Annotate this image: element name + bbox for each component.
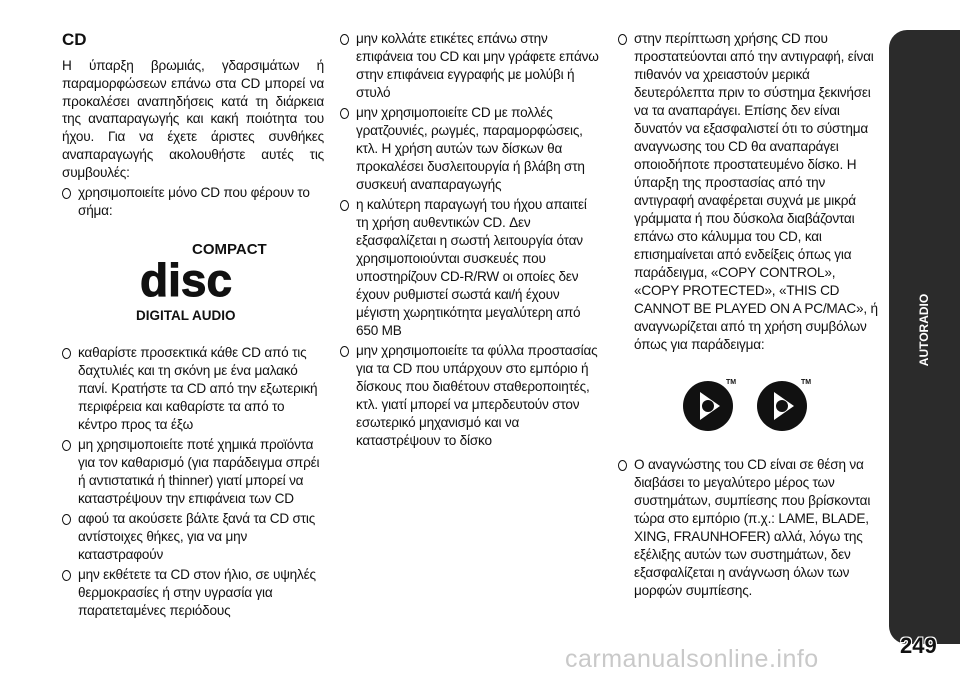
list-item: μην κολλάτε ετικέτες επάνω στην επιφάνεια του CD και μην γράφετε επάνω στην επιφάνεια εγγραφής με μολύβι ή στυλό	[340, 30, 602, 102]
bullet-icon	[62, 348, 71, 359]
logo-disc-text: disc	[140, 253, 233, 306]
logo-digital-audio-text: DIGITAL AUDIO	[136, 307, 236, 323]
list-item: χρησιμοποιείτε μόνο CD που φέρουν το σήμα:	[62, 184, 324, 220]
list-item: μην χρησιμοποιείτε CD με πολλές γρατζουνιές, ρωγμές, παραμορφώσεις, κτλ. Η χρήση αυτών των δίσκων θα προκαλέσει δυσλειτουργία ή βλάβη στη συσκευή αναπαραγωγής	[340, 104, 602, 194]
bullet-icon	[340, 200, 349, 211]
list-item: Ο αναγνώστης του CD είναι σε θέση να διαβάσει το μεγαλύτερο μέρος των συστημάτων, συμπίεσης που βρίσκονται τώρα στο εμπόριο (π.χ.: LAME, BLADE, XING, FRAUNHOFER) αλλά, λόγω της εξέλιξης αυτών των συστημάτων, δεν εξασφαλίζεται η ανάγνωση όλων των μορφών συμπίεσης.	[618, 456, 880, 600]
bullet-list	[62, 184, 324, 220]
list-item: μη χρησιμοποιείτε ποτέ χημικά προϊόντα για τον καθαρισμό (για παράδειγμα σπρέι ή αντιστατικά ή thinner) γιατί μπορεί να καταστρέψουν την επιφάνεια των CD	[62, 436, 324, 508]
bullet-icon	[340, 108, 349, 119]
bullet-icon	[62, 440, 71, 451]
bullet-list	[340, 30, 602, 450]
column-left	[62, 30, 324, 622]
tm-mark-1: TM	[726, 379, 737, 386]
list-item: η καλύτερη παραγωγή του ήχου απαιτεί τη χρήση αυθεντικών CD. Δεν εξασφαλίζεται η σωστή λειτουργία όταν χρησιμοποιούνται συσκευές που υποστηρίζουν CD-R/RW οι οποίες δεν έχουν ρυθμιστεί σωστά και/ή έχουν μέγιστη χωρητικότητα μεγαλύτερη από 650 MB	[340, 196, 602, 340]
intro-paragraph: Η ύπαρξη βρωμιάς, γδαρσιμάτων ή παραμορφώσεων επάνω στα CD μπορεί να προκαλέσει αναπηδήσεις κατά τη διάρκεια της αναπαραγωγής και κακή ποιότητα του ήχου. Για να έχετε άριστες συνθήκες αναπαραγωγής ακολουθήστε αυτές τις συμβουλές:	[62, 58, 324, 180]
column-middle	[340, 30, 602, 452]
bullet-list	[62, 344, 324, 620]
page-number: 249	[900, 633, 937, 658]
section-title: CD	[62, 30, 87, 49]
list-item: στην περίπτωση χρήσης CD που προστατεύονται από την αντιγραφή, είναι πιθανόν να χρειαστούν μερικά δευτερόλεπτα πριν το σύστημα ξεκινήσει να τα αναπαράγει. Επίσης δεν είναι δυνατόν να εξασφαλιστεί ότι το σύστημα αναγνωσης του CD θα αναπαράγει οποιοδήποτε προστατευμένο δίσκο. Η ύπαρξη της προστασίας από την αντιγραφή αναφέρεται συχνά με μικρά γράμματα ή που δύσκολα διαβάζονται επάνω στο κάλυμμα του CD, και επισημαίνεται από ενδείξεις όπως για παράδειγμα, «COPY CONTROL», «COPY PROTECTED», «THIS CD CANNOT BE PLAYED ON A PC/MAC», ή αναγνωρίζεται από τη χρήση συμβόλων όπως για παράδειγμα:	[618, 30, 880, 354]
watermark: carmanualsonline.info	[565, 645, 819, 673]
bullet-icon	[340, 34, 349, 45]
list-item: αφού τα ακούσετε βάλτε ξανά τα CD στις αντίστοιχες θήκες, για να μην καταστραφούν	[62, 510, 324, 564]
column-right	[618, 30, 880, 602]
list-item: καθαρίστε προσεκτικά κάθε CD από τις δαχτυλιές και τη σκόνη με ένα μαλακό πανί. Κρατήστε τα CD από την εξωτερική περιφέρεια και καθαρίστε τα από το κέντρο προς τα έξω	[62, 344, 324, 434]
bullet-icon	[62, 514, 71, 525]
list-item: μην χρησιμοποιείτε τα φύλλα προστασίας για τα CD που υπάρχουν στο εμπόριο ή δίσκους που διαθέτουν σταθεροποιητές, κτλ. γιατί μπορεί να μπερδευτούν στον εσωτερικό μηχανισμό και να καταστρέψουν το δίσκο	[340, 342, 602, 450]
bullet-icon	[62, 188, 71, 199]
bullet-icon	[618, 34, 627, 45]
list-item: μην εκθέτετε τα CD στον ήλιο, σε υψηλές θερμοκρασίες ή στην υγρασία για παρατεταμένες περιόδους	[62, 566, 324, 620]
compact-disc-logo	[62, 236, 324, 326]
bullet-list	[618, 30, 880, 354]
tm-mark-2: TM	[801, 379, 812, 386]
side-tab-label: AUTORADIO	[917, 293, 931, 367]
compact-disc-logo-icon	[128, 236, 267, 326]
logo-compact-text: COMPACT	[192, 240, 267, 258]
bullet-list	[618, 456, 880, 600]
copy-protection-symbols	[618, 372, 880, 434]
bullet-icon	[62, 570, 71, 581]
bullet-icon	[340, 346, 349, 357]
bullet-icon	[618, 460, 627, 471]
copy-protection-symbols-icon	[674, 372, 824, 434]
